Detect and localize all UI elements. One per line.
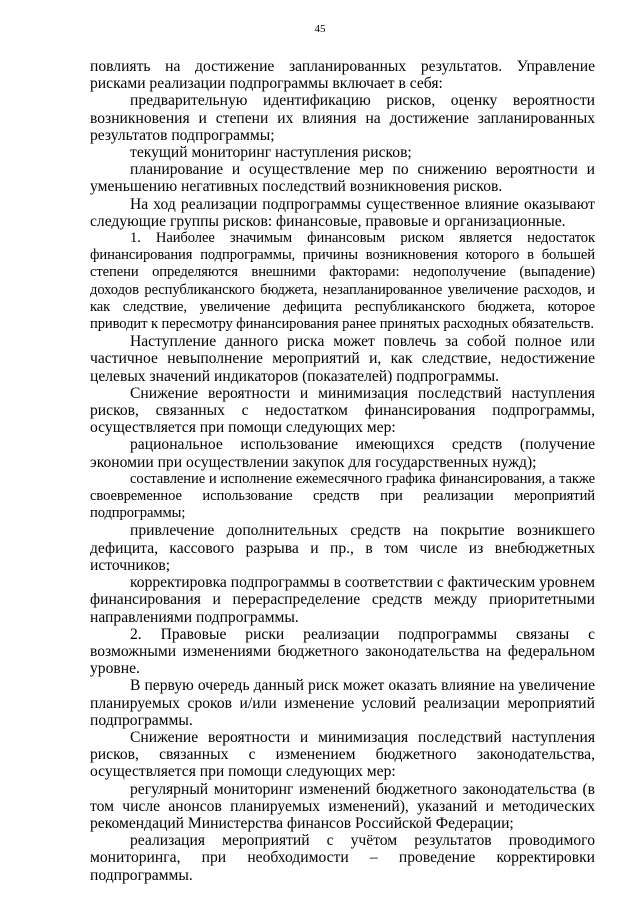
paragraph: предварительную идентификацию рисков, оценку вероятности возникновения и степени их влияния на достижение запланированных результатов подпрограммы; (90, 92, 595, 144)
paragraph: составление и исполнение ежемесячного графика финансирования, а также своевременное использование средств при реализации мероприятий подпрограммы; (90, 470, 595, 522)
paragraph: Снижение вероятности и минимизация последствий наступления рисков, связанных с недостатком финансирования подпрограммы, осуществляется при помощи следующих мер: (90, 384, 595, 437)
paragraph: текущий мониторинг наступления рисков; (130, 144, 412, 162)
paragraph: Наступление данного риска может повлечь за собой полное или частичное невыполнение мероприятий и, как следствие, недостижение целевых значений индикаторов (показателей) подпрограммы. (90, 333, 595, 385)
paragraph: привлечение дополнительных средств на покрытие возникшего дефицита, кассового разрыва и пр., в том числе из внебюджетных источников; (90, 522, 595, 574)
paragraph: В первую очередь данный риск может оказать влияние на увеличение планируемых сроков и/или изменение условий реализации мероприятий подпрограммы. (90, 677, 595, 729)
page-number: 45 (314, 23, 326, 35)
paragraph: На ход реализации подпрограммы существенное влияние оказывают следующие группы рисков: финансовые, правовые и организационные. (90, 195, 595, 230)
paragraph: корректировка подпрограммы в соответствии с фактическим уровнем финансирования и перераспределение средств между приоритетными направлениями подпрограммы. (90, 574, 595, 626)
paragraph: повлиять на достижение запланированных результатов. Управление рисками реализации подпрограммы включает в себя: (90, 58, 595, 93)
document-body (90, 58, 595, 884)
paragraph: реализация мероприятий с учётом результатов проводимого мониторинга, при необходимости – проведение корректировки подпрограммы. (90, 832, 595, 884)
paragraph: регулярный мониторинг изменений бюджетного законодательства (в том числе анонсов планируемых изменений), указаний и методических рекомендаций Министерства финансов Российской Федерации; (90, 780, 595, 832)
paragraph: планирование и осуществление мер по снижению вероятности и уменьшению негативных последствий возникновения рисков. (90, 161, 595, 196)
paragraph: 2. Правовые риски реализации подпрограммы связаны с возможными изменениями бюджетного законодательства на федеральном уровне. (90, 625, 595, 678)
paragraph: Снижение вероятности и минимизация последствий наступления рисков, связанных с изменением бюджетного законодательства, осуществляется при помощи следующих мер: (90, 728, 595, 781)
paragraph: 1. Наиболее значимым финансовым риском является недостаток финансирования подпрограммы, причины возникновения которого в большей степени определяются внешними факторами: недополучение (выпадение) доходов республиканского бюджета, незапланированное увеличение расходов, и как следствие, увеличение дефицита республиканского бюджета, которое приводит к пересмотру финансирования ранее принятых расходных обязательств. (90, 230, 595, 333)
paragraph: рациональное использование имеющихся средств (получение экономии при осуществлении закупок для государственных нужд); (90, 436, 595, 471)
